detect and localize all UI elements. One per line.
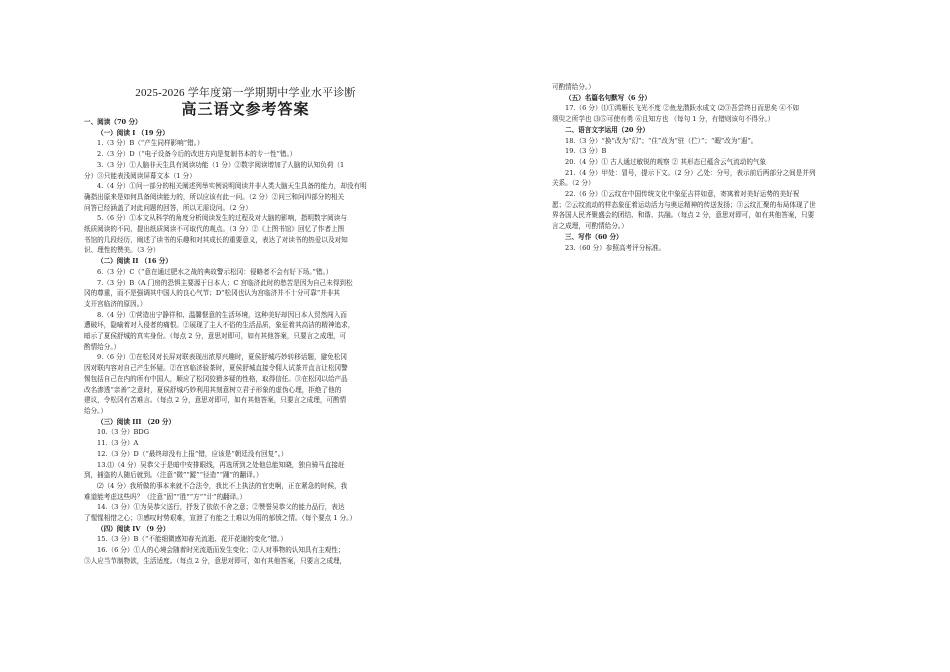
answer-line: 8.（4 分）①营造出宁静祥和、温馨惬意的生活环境，这种美好却因日本人贸然闯入而 bbox=[97, 310, 347, 319]
section-heading: 三、写作（60 分） bbox=[565, 232, 623, 241]
answer-line: 18.（3 分）“换”改为“幻”；“住”改为“驻（伫）”；“暇”改为“遐”。 bbox=[565, 136, 758, 145]
answer-line: 纸质阅读的不同，提出纸质阅读不可取代的观点。（3 分）②《上图书馆》回忆了作者上图 bbox=[84, 225, 345, 234]
answer-line: 3.（3 分）①人脑非天生具有阅读功能（1 分）②数字阅读增加了人脑的认知负荷（1 bbox=[97, 160, 345, 169]
answer-line: 界各国人民齐聚盛会的团结、和谐、共融。（每点 2 分，意思对即可，如有其他答案，只要 bbox=[552, 211, 815, 220]
answer-line: 确指出原来是如何具备阅读能力的，所以应该有此一问。（2 分）②问三和问四部分的相关 bbox=[84, 192, 345, 201]
answer-line: 惕包括自己在内的所有中国人，顺应了松冈狡猾多疑的性格，取得信任。③在松冈以给产品 bbox=[84, 374, 348, 383]
answer-line: 22.（6 分）①云纹在中国传统文化中象征吉祥如意，寄寓着对美好运势的美好祝 bbox=[565, 190, 800, 199]
section-heading: 二、语言文字运用（20 分） bbox=[565, 125, 650, 134]
answer-line: 遭破坏，隐喻着对入侵者的痛恨。②展现了主人不俗的生活品质，象征着其高洁的精神追求， bbox=[84, 321, 355, 330]
answer-line: 21.（4 分）甲处：冒号，提示下文。（2 分）乙处：分号，表示前后两部分之间是并列 bbox=[565, 168, 816, 177]
answer-line: 书馆的几段经历，阐述了读书的乐趣和对其成长的重要意义，表达了对读书的热爱以及对知 bbox=[84, 235, 348, 244]
answer-line: 问答已经涵盖了对此问题的回答，所以无需设问。（2 分） bbox=[84, 203, 252, 212]
answer-line: 20.（4 分）① 古人通过敏锐的观察 ② 其形态已蕴含云气流动的气象 bbox=[565, 157, 767, 166]
answer-line: 13.⑴（4 分）吴恭父于是暗中安排眼线，再选所到之处他总能知晓，独自骑马直接赶 bbox=[97, 460, 345, 469]
answer-line: 给分。） bbox=[84, 406, 108, 415]
answer-line: 愿；②云纹流动的样态象征着运动活力与奥运精神的传送发扬；③云纹汇聚的布局体现了世 bbox=[552, 200, 816, 209]
answer-line: 分）③只能表浅阅读屏幕文本（1 分） bbox=[84, 171, 196, 180]
answer-line: 4.（4 分）①问一部分的相关阐述列举实例说明阅读并非人类大脑天生具备的能力，却没有明 bbox=[97, 182, 367, 191]
answer-line: 识、理性的赞美。（3 分） bbox=[84, 246, 160, 255]
answer-line: 关系。（2 分） bbox=[552, 179, 595, 188]
answer-line: 改名渗透“亲善”之意时，夏侯舒城巧妙利用其刻意树立君子形象的虚伪心理，拒绝了他的 bbox=[84, 385, 342, 394]
answer-line: 难道能考虑这些吗？（注意“固”“胜”“方”“计”的翻译。） bbox=[84, 492, 247, 501]
answer-line: 23.（60 分）参照高考评分标准。 bbox=[565, 243, 666, 252]
answer-line: 因对联内容对自己产生怀疑。②在宫临济验茶时，夏侯舒城直接令佣人试茶并直言让松冈警 bbox=[84, 364, 348, 373]
section-heading: 一、阅读（70 分） bbox=[84, 118, 142, 126]
answer-line: 建议，令松冈有苦难言。（每点 2 分，意思对即可，如有其他答案，只要言之成理，可酌情 bbox=[84, 396, 347, 405]
section-heading: （三）阅读 III （20 分） bbox=[97, 417, 176, 426]
document-subtitle: 高三语文参考答案 bbox=[181, 100, 310, 118]
section-heading: （四）阅读 IV （9 分） bbox=[97, 524, 170, 533]
answer-line: 5.（6 分）①本文从科学的角度分析阅读发生的过程及对大脑的影响，指明数字阅读与 bbox=[97, 214, 347, 223]
answer-line: 酌情给分。） bbox=[84, 342, 121, 351]
answer-line: 9.（6 分）①在松冈对长屏对联表现出浓厚兴趣时，夏侯舒城巧妙转移话题，避免松冈 bbox=[97, 353, 347, 362]
section-heading: （五）名篇名句默写（6 分） bbox=[565, 93, 652, 102]
answer-line: 10.（3 分）BDG bbox=[97, 428, 149, 437]
answer-line: 12.（3 分）D（“最终却没有上报”错，应该是“朝廷没有回复”。） bbox=[97, 449, 288, 458]
answer-line: 暗示了夏侯舒城的真实身份。（每点 2 分，意思对即可，如有其他答案，只要言之成理，可 bbox=[84, 332, 347, 341]
answer-line: 1.（3 分）B（“产生同样影响”错。） bbox=[97, 139, 204, 148]
answer-line: 可酌情给分。） bbox=[552, 83, 595, 91]
answer-line: 11.（3 分）A bbox=[97, 439, 139, 448]
answer-line: 冈的尊重，而不是强调其中国人的良心气节；D“松冈也认为宫临济并不十分可靠”并非其 bbox=[84, 289, 340, 298]
answer-line: 16.（6 分）①人的心境会随着时光流逝而发生变化；②人对事物的认知具有主观性； bbox=[97, 546, 345, 555]
answer-line: 15.（3 分）B（“不能细微感知春光流逝、花开花谢的变化”错。） bbox=[97, 535, 287, 544]
answer-line: ③人应当节制物欲，生活适度。（每点 2 分，意思对即可，如有其他答案，只要言之成理， bbox=[84, 556, 347, 565]
answer-line: 了惺惺相惜之心；③感叹时势艰难，宣泄了有能之士难以为用的郁愤之情。（每个要点 1 分。） bbox=[84, 514, 357, 523]
answer-line: 19.（3 分）B bbox=[565, 147, 607, 156]
answer-line: 言之成理，可酌情给分。） bbox=[552, 222, 628, 231]
document-title: 2025-2026 学年度第一学期期中学业水平诊断 bbox=[135, 87, 356, 99]
answer-line: 到，捕盗的人随后就到。（注意“微”“蹤”“径造”“踵”的翻译。） bbox=[84, 471, 263, 480]
right-answer-text bbox=[552, 82, 882, 253]
answer-line: 6.（3 分）C（“意在通过肥水之战的典故警示松冈：侵略者不会有好下场。”错。） bbox=[97, 267, 333, 276]
answer-line: 17.（6 分）⑴①鸿雁长飞光不度 ②鱼龙潜跃水成文 ⑵③吾尝终日而思矣 ④不如 bbox=[565, 104, 800, 113]
answer-line: 7.（3 分）B（A 门房的恐惧主要源于日本人；C 宫临济此时的愁苦是因为自己未得到松 bbox=[97, 278, 353, 287]
answer-line: 14.（3 分）①为吴恭父送行，抒发了依依不舍之意；②赞誉吴恭父的能力品行，表达 bbox=[97, 503, 345, 512]
answer-line: 须臾之所学也 ⑶⑤可使有勇 ⑥且知方也 （每句 1 分，有错则该句不得分。） bbox=[552, 115, 775, 124]
section-heading: （一）阅读 I （19 分） bbox=[97, 128, 169, 137]
left-answer-text bbox=[84, 117, 407, 567]
answer-line: ⑵（4 分）我所做的事本来就不合法令，我比不上执法的官吏啊，正在紧急的时候，我 bbox=[97, 481, 348, 490]
answer-line: 2.（3 分）D（“电子设备今后的改进方向是复制书本的专一性”错。） bbox=[97, 150, 297, 159]
section-heading: （二）阅读 II （16 分） bbox=[97, 257, 172, 266]
answer-line: 支开宫临济的原因。） bbox=[84, 299, 147, 308]
